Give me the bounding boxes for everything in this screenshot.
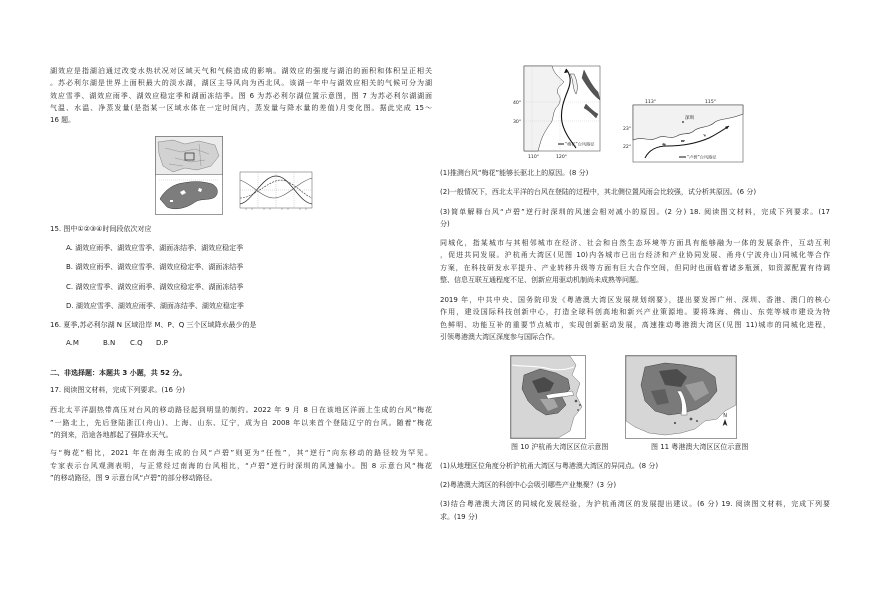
section-2-heading: 二、非选择题：本题共 3 小题，共 52 分。 (50, 369, 187, 377)
q17-sub-question-2: (2)一般情况下，西北太平洋的台风在登陆的过程中，其北侧位置风雨会比较强，试分析其原因。(6 分) (440, 188, 757, 196)
q17-paragraph-2 (50, 447, 432, 485)
lat-label-40: 40° (513, 101, 522, 106)
fig9-legend-label: “卢碧”台风路径 (687, 154, 717, 160)
q15-option-a: A. 湖效应雨季、湖效应雪季、湖面冻结季、湖效应稳定季 (66, 244, 244, 252)
city-label-shenzhen: 深圳 (685, 116, 695, 121)
q16-choice-b: B.N (103, 339, 116, 347)
q16-choice-a: A.M (66, 339, 79, 347)
figure-8-typhoon-track-map (512, 64, 602, 164)
text-line: 同城化，指某城市与其相邻城市在经济、社会和自然生态环境等方面具有能够融为一体的发展条件，互动互利 (440, 239, 830, 247)
q18-sub-question-2: (2)粤港澳大湾区的科创中心会吸引哪些产业集聚？(3 分) (440, 481, 617, 489)
text-line: 。苏必利尔湖是世界上面积最大的淡水湖，湖区主导风向为西北风。该湖一年中与湖效应相关的气候可分为湖 (50, 79, 432, 88)
intro-paragraph (50, 65, 432, 126)
lat-label-30: 30° (513, 120, 522, 125)
text-line: 2019 年，中共中央、国务院印发《粤港澳大湾区发展规划纲要》，提出要发挥广州、深圳、香港、澳门的核心 (440, 296, 830, 304)
text-line: 西北太平洋副热带高压对台风的移动路径起到明显的制约。2022 年 9 月 8 日在该地区洋面上生成的台风“梅花 (50, 406, 432, 414)
text-line: 求。(19 分) (440, 512, 478, 521)
lat-label-23: 23° (623, 127, 632, 132)
lon-label-110: 110° (528, 155, 540, 160)
text-line: 整、信息互联互通程度不足、创新应用驱动机制尚未成熟等问题。 (440, 275, 643, 284)
q15-option-b: B. 湖效应雨季、湖效应雪季、湖效应稳定季、湖面冻结季 (66, 263, 244, 271)
q18-paragraph-1 (440, 237, 830, 286)
figure-6-lake-location-map (155, 136, 223, 215)
figure-9-typhoon-track-map (623, 96, 745, 164)
text-line: 湖效应是指湖泊通过改变水热状况对区域天气和气候造成的影响。湖效应的强度与湖泊的面积和体积呈正相关 (50, 67, 432, 75)
q17-paragraph-1 (50, 404, 432, 442)
text-line: ”一路北上，先后登陆浙江(舟山)、上海、山东、辽宁，成为自 2008 年以来首个登陆辽宁的台风。随着“梅花 (50, 418, 432, 427)
text-line: ，促进共同发展。沪杭甬大湾区(见图 10)内各城市已出台经济和产业协同发展、甬舟(宁波舟山)同城化等合作 (440, 251, 830, 260)
lat-label-22: 22° (623, 145, 632, 150)
text-line: ”的到来，沿途各地都起了强降水天气。 (50, 431, 173, 440)
text-line: 与“梅花”相比，2021 年在南海生成的台风“卢碧”则更为“任性”，其“逆行”向东移动的路径较为罕见。 (50, 449, 432, 457)
text-line: 专家表示台风观测表明，与正常经过南海的台风相比，“卢碧”逆行时深圳的风速偏小。图 8 示意台风“梅花 (50, 461, 432, 470)
inset-continent-map (156, 137, 223, 175)
q15-stem: 15. 图中①②③④时间段依次对应 (50, 225, 152, 233)
figure-10-caption: 图 10 沪杭甬大湾区区位示意图 (511, 443, 609, 451)
text-line: (3)简单解释台风“卢碧”逆行时深圳的风速会相对减小的原因。(2 分) 18. 阅读图文材料，完成下列要求。(17 (440, 208, 830, 216)
q16-stem: 16. 夏季,苏必利尔湖 N 区域沿岸 M、P、Q 三个区域降水最少的是 (50, 321, 257, 329)
text-line: 分) (440, 220, 450, 228)
text-line: 16 题。 (50, 116, 76, 125)
lon-label-120: 120° (556, 155, 568, 160)
shenzhen-marker (682, 121, 684, 123)
q18-paragraph-2 (440, 294, 830, 343)
q15-option-d: D. 湖效应雪季、湖效应雨季、湖面冻结季、湖效应稳定季 (66, 302, 244, 310)
q17-stem: 17. 阅读图文材料，完成下列要求。(16 分) (50, 386, 185, 394)
text-line: 色鲜明、功能互补的重要节点城市，实现创新驱动发展，高速推动粤港澳大湾区(见图 11)城市的同城化进程， (440, 320, 830, 329)
q18-sub-question-3 (440, 498, 830, 523)
text-line: 方案，在科技研发水平提升、产业转移升级等方面有巨大合作空间，但同时也面临着诸多瓶颈，如资源配置有待调 (440, 263, 830, 272)
text-line: (3)结合粤港澳大湾区的同城化发展经验，为沪杭甬湾区的发展提出建议。(6 分) 19. 阅读图文材料，完成下列要 (440, 500, 830, 508)
figure-7-monthly-change-chart (232, 168, 320, 215)
text-line: 作用，建设国际科技创新中心，打造全球科创高地和新兴产业策源地。要将珠海、佛山、东莞等城市建设为特 (440, 308, 830, 317)
text-line: ”的移动路径，图 9 示意台风“卢碧”的部分移动路径。 (50, 474, 217, 483)
q17-sub-question-3 (440, 206, 830, 230)
text-line: 效应雪季、湖效应雨季、湖效应稳定季和湖面冻结季。图 6 为苏必利尔湖位置示意图，图 7 为苏必利尔湖湖面 (50, 91, 432, 100)
q17-sub-question-1: (1)推测台风“梅花”能够长驱北上的原因。(8 分) (440, 169, 589, 177)
lon-label-115: 115° (705, 100, 717, 105)
q16-choice-d: D.P (156, 339, 168, 347)
text-line: 引领粤港澳大湾区深度参与国际合作。 (440, 332, 559, 341)
q15-option-c: C. 湖效应雪季、湖效应雨季、湖效应稳定季、湖面冻结季 (66, 283, 244, 291)
q18-sub-question-1: (1)从地理区位角度分析沪杭甬大湾区与粤港澳大湾区的异同点。(8 分) (440, 462, 659, 470)
fig8-legend-label: “梅花”台风路径 (565, 141, 595, 147)
north-arrow-label: N (723, 413, 728, 419)
figure-11-caption: 图 11 粤港澳大湾区区位示意图 (651, 443, 749, 451)
figure-10-bay-area-map (510, 355, 586, 439)
q16-choice-c: C.Q (130, 339, 143, 347)
lon-label-113: 113° (645, 100, 657, 105)
figure-11-bay-area-map (625, 355, 737, 439)
text-line: 气温、水温、净蒸发量(是指某一区域水体在一定时间内，蒸发量与降水量的差值)月变化图。据此完成 15～ (50, 103, 432, 112)
